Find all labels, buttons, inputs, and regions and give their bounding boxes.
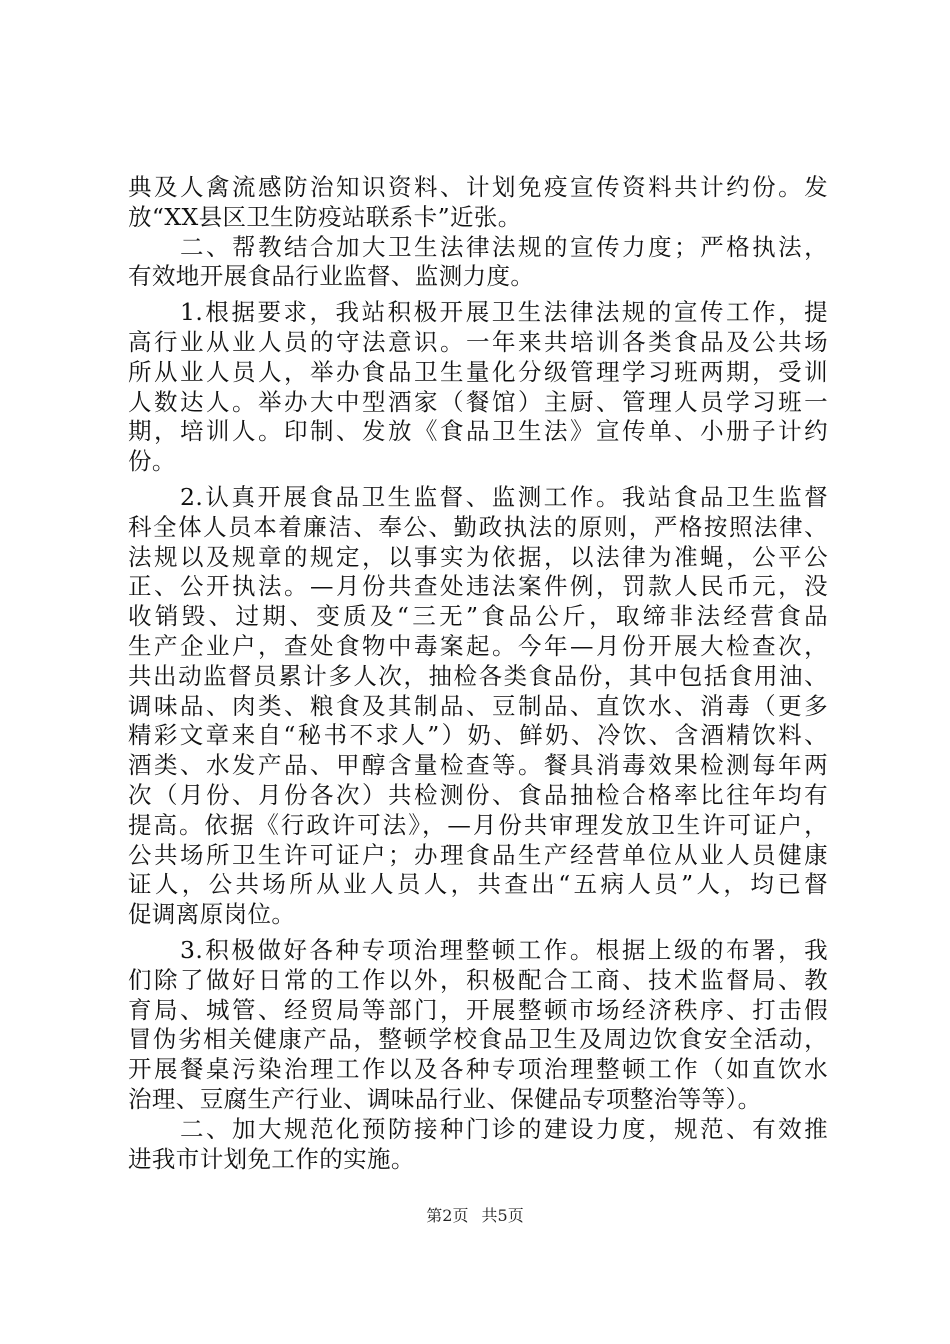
text-line: 促调离原岗位。 [128, 900, 296, 929]
text-line: 公共场所卫生许可证户；办理食品生产经营单位从业人员健康 [128, 840, 828, 869]
text-line: 放“XX县区卫生防疫站联系卡”近张。 [128, 202, 522, 231]
text-line: 育局、城管、经贸局等部门，开展整顿市场经济秩序、打击假 [128, 995, 828, 1024]
text-line: 冒伪劣相关健康产品，整顿学校食品卫生及周边饮食安全活动， [128, 1025, 828, 1054]
text-line: 精彩文章来自“秘书不求人”）奶、鲜奶、冷饮、含酒精饮料、 [128, 721, 828, 750]
text-line: 3.积极做好各种专项治理整顿工作。根据上级的布署，我 [128, 935, 828, 964]
text-line: 期，培训人。印制、发放《食品卫生法》宣传单、小册子计约 [128, 417, 828, 446]
section-heading-vaccination-clinic [128, 1115, 828, 1175]
text-line: 酒类、水发产品、甲醇含量检查等。餐具消毒效果检测每年两 [128, 751, 828, 780]
text-line: 共出动监督员累计多人次，抽检各类食品份，其中包括食用油、 [128, 661, 828, 690]
paragraph-item-2-supervision [128, 483, 828, 930]
page-number: 第2页 [426, 1206, 469, 1225]
text-line: 们除了做好日常的工作以外，积极配合工商、技术监督局、教 [128, 965, 828, 994]
text-line: 提高。依据《行政许可法》，—月份共审理发放卫生许可证户， [128, 810, 828, 839]
text-line: 治理、豆腐生产行业、调味品行业、保健品专项整治等等）。 [128, 1084, 762, 1113]
text-line: 典及人禽流感防治知识资料、计划免疫宣传资料共计约份。发 [128, 173, 828, 201]
text-line: 开展餐桌污染治理工作以及各种专项治理整顿工作（如直饮水 [128, 1055, 828, 1084]
text-line: 有效地开展食品行业监督、监测力度。 [128, 262, 535, 291]
page-total: 共5页 [481, 1206, 524, 1225]
text-line: 科全体人员本着廉洁、奉公、勤政执法的原则，严格按照法律、 [128, 512, 828, 541]
text-line: 所从业人员人，举办食品卫生量化分级管理学习班两期，受训 [128, 357, 828, 386]
paragraph-item-3-special-rectification [128, 936, 828, 1115]
page-footer [0, 1206, 950, 1226]
text-line: 份。 [128, 447, 176, 476]
text-line: 收销毁、过期、变质及“三无”食品公斤，取缔非法经营食品 [128, 602, 828, 631]
text-line: 次（月份、月份各次）共检测份、食品抽检合格率比往年均有 [128, 780, 828, 809]
document-body [128, 173, 828, 1174]
text-line: 二、加大规范化预防接种门诊的建设力度，规范、有效推 [128, 1114, 828, 1143]
paragraph-vaccination-materials [128, 173, 828, 233]
text-line: 生产企业户，查处食物中毒案起。今年—月份开展大检查次， [128, 631, 828, 660]
text-line: 调味品、肉类、粮食及其制品、豆制品、直饮水、消毒（更多 [128, 691, 828, 720]
text-line: 二、帮教结合加大卫生法律法规的宣传力度；严格执法， [128, 232, 828, 261]
text-line: 1.根据要求，我站积极开展卫生法律法规的宣传工作，提 [128, 298, 828, 327]
paragraph-item-1-training [128, 298, 828, 477]
text-line: 进我市计划免工作的实施。 [128, 1144, 415, 1173]
text-line: 正、公开执法。—月份共查处违法案件例，罚款人民币元，没 [128, 572, 828, 601]
text-line: 高行业从业人员的守法意识。一年来共培训各类食品及公共场 [128, 327, 828, 356]
text-line: 人数达人。举办大中型酒家（餐馆）主厨、管理人员学习班一 [128, 387, 828, 416]
section-heading-law-publicity [128, 233, 828, 293]
text-line: 2.认真开展食品卫生监督、监测工作。我站食品卫生监督 [128, 482, 828, 511]
text-line: 证人，公共场所从业人员人，共查出“五病人员”人，均已督 [128, 870, 828, 899]
text-line: 法规以及规章的规定，以事实为依据，以法律为准蝇，公平公 [128, 542, 828, 571]
